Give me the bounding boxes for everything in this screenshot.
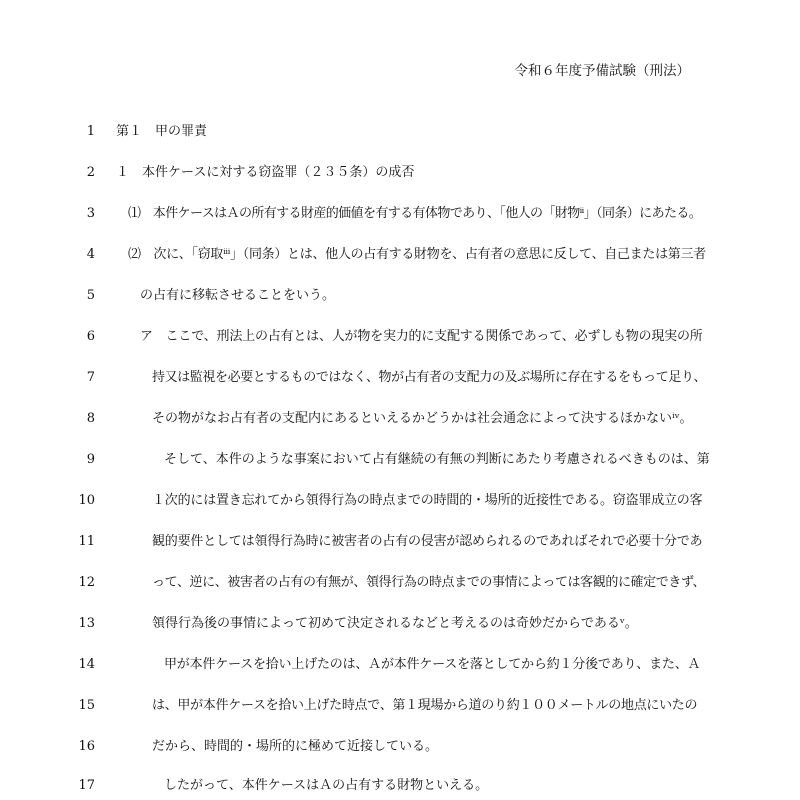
line-text: は、甲が本件ケースを拾い上げた時点で、第１現場から道のり約１００メートルの地点にいたの [152,698,698,713]
line-10 [0,489,800,513]
line-6 [0,325,800,349]
line-16 [0,735,800,759]
line-number: 17 [78,778,95,793]
line-number: 2 [86,165,95,180]
line-number: 15 [78,698,95,713]
line-number: 9 [86,452,95,467]
line-1 [0,120,800,144]
line-number: 6 [86,329,95,344]
line-text: 第１ 甲の罪責 [116,124,208,139]
line-number: 16 [78,739,95,754]
line-number: 3 [86,206,95,221]
line-number: 7 [86,370,95,385]
document-header-title: 令和６年度予備試験（刑法） [514,63,690,79]
line-13 [0,612,800,636]
line-text: だから、時間的・場所的に極めて近接している。 [152,739,439,754]
line-text: 甲が本件ケースを拾い上げたのは、Ａが本件ケースを落としてから約１分後であり、また、Ａ [164,657,701,672]
line-number: 14 [78,657,95,672]
line-11 [0,530,800,554]
line-number: 1 [86,124,95,139]
line-text: ⑵ 次に、「窃取ⁱⁱⁱ」（同条）とは、他人の占有する財物を、占有者の意思に反して、自己または第三者 [128,247,706,262]
line-text: 領得行為後の事情によって初めて決定されるなどと考えるのは奇妙だからであるᵛ。 [152,616,638,631]
line-number: 13 [78,616,95,631]
line-text: って、逆に、被害者の占有の有無が、領得行為の時点までの事情によっては客観的に確定できず、 [152,575,706,590]
line-8 [0,407,800,431]
line-text: その物がなお占有者の支配内にあるといえるかどうかは社会通念によって決するほかないⁱᵛ。 [152,411,693,426]
line-number: 5 [86,288,95,303]
line-number: 12 [78,575,95,590]
line-number: 4 [86,247,95,262]
line-number: 8 [86,411,95,426]
line-14 [0,653,800,677]
line-number: 11 [78,534,95,549]
line-2 [0,161,800,185]
line-4 [0,243,800,267]
line-12 [0,571,800,595]
line-text: したがって、本件ケースはＡの占有する財物といえる。 [164,778,489,793]
line-text: ⑴ 本件ケースはＡの所有する財産的価値を有する有体物であり、「他人の「財物ⁱⁱ」（同条）にあたる。 [128,206,702,221]
line-17 [0,774,800,798]
line-7 [0,366,800,390]
line-text: １次的には置き忘れてから領得行為の時点までの時間的・場所的近接性である。窃盗罪成立の客 [152,493,703,508]
line-9 [0,448,800,472]
line-text: ア ここで、刑法上の占有とは、人が物を実力的に支配する関係であって、必ずしも物の現実の所 [140,329,703,344]
line-15 [0,694,800,718]
line-text: の占有に移転させることをいう。 [140,288,336,303]
line-text: １ 本件ケースに対する窃盗罪（２３５条）の成否 [116,165,415,180]
line-text: そして、本件のような事案において占有継続の有無の判断にあたり考慮されるべきものは、第 [164,452,710,467]
line-number: 10 [78,493,95,508]
line-text: 観的要件としては領得行為時に被害者の占有の侵害が認められるのであればそれで必要十分であ [152,534,703,549]
line-5 [0,284,800,308]
line-3 [0,202,800,226]
line-text: 持又は監視を必要とするものではなく、物が占有者の支配力の及ぶ場所に存在するをもって足り、 [152,370,707,385]
